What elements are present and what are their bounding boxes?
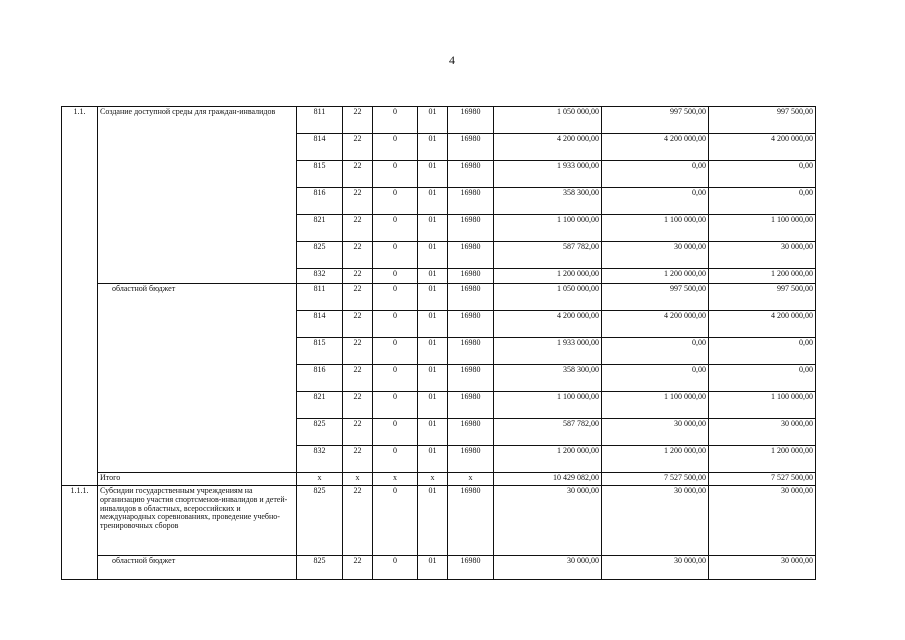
amount-cell-3: 1 200 000,00 xyxy=(709,269,816,284)
code-cell-1: 815 xyxy=(297,338,343,365)
code-cell-3: 0 xyxy=(373,392,418,419)
code-cell-4: 01 xyxy=(418,419,448,446)
code-cell-5: 16980 xyxy=(448,284,494,311)
amount-cell-2: 0,00 xyxy=(602,188,709,215)
code-cell-2: 22 xyxy=(343,338,373,365)
code-cell-3: 0 xyxy=(373,269,418,284)
amount-cell-1: 30 000,00 xyxy=(494,486,602,556)
code-cell-4: 01 xyxy=(418,311,448,338)
budget-table xyxy=(61,106,816,580)
code-cell-5: 16980 xyxy=(448,556,494,580)
code-cell-1: x xyxy=(297,473,343,486)
funding-source-name: областной бюджет xyxy=(98,556,297,580)
amount-cell-1: 10 429 082,00 xyxy=(494,473,602,486)
code-cell-2: 22 xyxy=(343,556,373,580)
amount-cell-1: 358 300,00 xyxy=(494,188,602,215)
code-cell-2: 22 xyxy=(343,242,373,269)
amount-cell-3: 7 527 500,00 xyxy=(709,473,816,486)
code-cell-3: 0 xyxy=(373,242,418,269)
amount-cell-3: 997 500,00 xyxy=(709,284,816,311)
code-cell-3: x xyxy=(373,473,418,486)
amount-cell-2: 997 500,00 xyxy=(602,284,709,311)
code-cell-4: 01 xyxy=(418,446,448,473)
amount-cell-1: 1 200 000,00 xyxy=(494,446,602,473)
amount-cell-3: 0,00 xyxy=(709,365,816,392)
section-name: Создание доступной среды для граждан-инвалидов xyxy=(98,107,297,284)
code-cell-5: 16980 xyxy=(448,161,494,188)
code-cell-5: 16980 xyxy=(448,269,494,284)
amount-cell-2: 0,00 xyxy=(602,161,709,188)
code-cell-2: 22 xyxy=(343,215,373,242)
amount-cell-2: 1 100 000,00 xyxy=(602,215,709,242)
code-cell-4: x xyxy=(418,473,448,486)
amount-cell-3: 4 200 000,00 xyxy=(709,311,816,338)
code-cell-2: x xyxy=(343,473,373,486)
amount-cell-3: 0,00 xyxy=(709,188,816,215)
amount-cell-3: 4 200 000,00 xyxy=(709,134,816,161)
code-cell-5: 16980 xyxy=(448,107,494,134)
code-cell-3: 0 xyxy=(373,338,418,365)
code-cell-5: 16980 xyxy=(448,311,494,338)
code-cell-5: 16980 xyxy=(448,215,494,242)
amount-cell-3: 0,00 xyxy=(709,338,816,365)
code-cell-2: 22 xyxy=(343,188,373,215)
total-label: Итого xyxy=(98,473,297,486)
amount-cell-2: 30 000,00 xyxy=(602,556,709,580)
amount-cell-2: 1 200 000,00 xyxy=(602,446,709,473)
amount-cell-2: 0,00 xyxy=(602,338,709,365)
code-cell-1: 832 xyxy=(297,269,343,284)
code-cell-1: 821 xyxy=(297,215,343,242)
amount-cell-2: 997 500,00 xyxy=(602,107,709,134)
amount-cell-2: 30 000,00 xyxy=(602,242,709,269)
code-cell-4: 01 xyxy=(418,242,448,269)
amount-cell-1: 4 200 000,00 xyxy=(494,311,602,338)
section-number: 1.1.1. xyxy=(62,486,98,580)
code-cell-4: 01 xyxy=(418,107,448,134)
amount-cell-3: 30 000,00 xyxy=(709,486,816,556)
amount-cell-3: 997 500,00 xyxy=(709,107,816,134)
amount-cell-1: 1 100 000,00 xyxy=(494,392,602,419)
code-cell-2: 22 xyxy=(343,486,373,556)
amount-cell-1: 4 200 000,00 xyxy=(494,134,602,161)
code-cell-2: 22 xyxy=(343,284,373,311)
amount-cell-2: 4 200 000,00 xyxy=(602,134,709,161)
code-cell-1: 825 xyxy=(297,419,343,446)
table-row xyxy=(62,473,816,486)
code-cell-5: 16980 xyxy=(448,242,494,269)
section-number: 1.1. xyxy=(62,107,98,486)
code-cell-1: 816 xyxy=(297,365,343,392)
code-cell-2: 22 xyxy=(343,311,373,338)
table-row xyxy=(62,107,816,134)
code-cell-1: 821 xyxy=(297,392,343,419)
page-number: 4 xyxy=(449,53,455,67)
code-cell-4: 01 xyxy=(418,338,448,365)
code-cell-3: 0 xyxy=(373,188,418,215)
table-row xyxy=(62,284,816,311)
code-cell-1: 825 xyxy=(297,556,343,580)
code-cell-5: 16980 xyxy=(448,365,494,392)
code-cell-5: 16980 xyxy=(448,419,494,446)
code-cell-2: 22 xyxy=(343,161,373,188)
code-cell-5: 16980 xyxy=(448,188,494,215)
code-cell-4: 01 xyxy=(418,134,448,161)
code-cell-2: 22 xyxy=(343,269,373,284)
amount-cell-2: 7 527 500,00 xyxy=(602,473,709,486)
amount-cell-2: 30 000,00 xyxy=(602,486,709,556)
code-cell-4: 01 xyxy=(418,365,448,392)
code-cell-4: 01 xyxy=(418,215,448,242)
funding-source-name: областной бюджет xyxy=(98,284,297,473)
code-cell-5: 16980 xyxy=(448,338,494,365)
code-cell-3: 0 xyxy=(373,486,418,556)
amount-cell-2: 1 100 000,00 xyxy=(602,392,709,419)
table-row xyxy=(62,486,816,556)
amount-cell-2: 4 200 000,00 xyxy=(602,311,709,338)
code-cell-4: 01 xyxy=(418,284,448,311)
section-name: Субсидии государственным учреждениям на организацию участия спортсменов-инвалидов и детей-инвалидов в областных, всероссийских и международных соревнованиях, проведение учебно-тренировочных сборов xyxy=(98,486,297,556)
code-cell-3: 0 xyxy=(373,284,418,311)
amount-cell-1: 587 782,00 xyxy=(494,419,602,446)
amount-cell-1: 587 782,00 xyxy=(494,242,602,269)
code-cell-4: 01 xyxy=(418,486,448,556)
code-cell-2: 22 xyxy=(343,134,373,161)
amount-cell-3: 0,00 xyxy=(709,161,816,188)
code-cell-4: 01 xyxy=(418,556,448,580)
code-cell-3: 0 xyxy=(373,419,418,446)
amount-cell-2: 1 200 000,00 xyxy=(602,269,709,284)
code-cell-3: 0 xyxy=(373,365,418,392)
code-cell-1: 825 xyxy=(297,242,343,269)
code-cell-5: x xyxy=(448,473,494,486)
amount-cell-1: 1 933 000,00 xyxy=(494,338,602,365)
table-row xyxy=(62,556,816,580)
amount-cell-3: 30 000,00 xyxy=(709,242,816,269)
code-cell-4: 01 xyxy=(418,269,448,284)
amount-cell-1: 1 050 000,00 xyxy=(494,284,602,311)
amount-cell-3: 1 200 000,00 xyxy=(709,446,816,473)
amount-cell-1: 1 200 000,00 xyxy=(494,269,602,284)
code-cell-1: 814 xyxy=(297,311,343,338)
code-cell-2: 22 xyxy=(343,365,373,392)
amount-cell-3: 30 000,00 xyxy=(709,419,816,446)
code-cell-4: 01 xyxy=(418,392,448,419)
code-cell-2: 22 xyxy=(343,392,373,419)
code-cell-3: 0 xyxy=(373,446,418,473)
code-cell-1: 811 xyxy=(297,107,343,134)
code-cell-3: 0 xyxy=(373,134,418,161)
code-cell-3: 0 xyxy=(373,107,418,134)
amount-cell-1: 358 300,00 xyxy=(494,365,602,392)
code-cell-2: 22 xyxy=(343,446,373,473)
code-cell-2: 22 xyxy=(343,107,373,134)
code-cell-1: 811 xyxy=(297,284,343,311)
code-cell-1: 832 xyxy=(297,446,343,473)
code-cell-2: 22 xyxy=(343,419,373,446)
amount-cell-2: 0,00 xyxy=(602,365,709,392)
amount-cell-3: 1 100 000,00 xyxy=(709,215,816,242)
code-cell-1: 814 xyxy=(297,134,343,161)
amount-cell-1: 1 050 000,00 xyxy=(494,107,602,134)
code-cell-5: 16980 xyxy=(448,446,494,473)
code-cell-5: 16980 xyxy=(448,392,494,419)
code-cell-1: 816 xyxy=(297,188,343,215)
code-cell-1: 825 xyxy=(297,486,343,556)
amount-cell-1: 30 000,00 xyxy=(494,556,602,580)
amount-cell-1: 1 933 000,00 xyxy=(494,161,602,188)
code-cell-4: 01 xyxy=(418,188,448,215)
code-cell-4: 01 xyxy=(418,161,448,188)
amount-cell-3: 30 000,00 xyxy=(709,556,816,580)
code-cell-5: 16980 xyxy=(448,134,494,161)
amount-cell-1: 1 100 000,00 xyxy=(494,215,602,242)
amount-cell-2: 30 000,00 xyxy=(602,419,709,446)
code-cell-1: 815 xyxy=(297,161,343,188)
code-cell-5: 16980 xyxy=(448,486,494,556)
amount-cell-3: 1 100 000,00 xyxy=(709,392,816,419)
code-cell-3: 0 xyxy=(373,215,418,242)
code-cell-3: 0 xyxy=(373,161,418,188)
code-cell-3: 0 xyxy=(373,311,418,338)
code-cell-3: 0 xyxy=(373,556,418,580)
